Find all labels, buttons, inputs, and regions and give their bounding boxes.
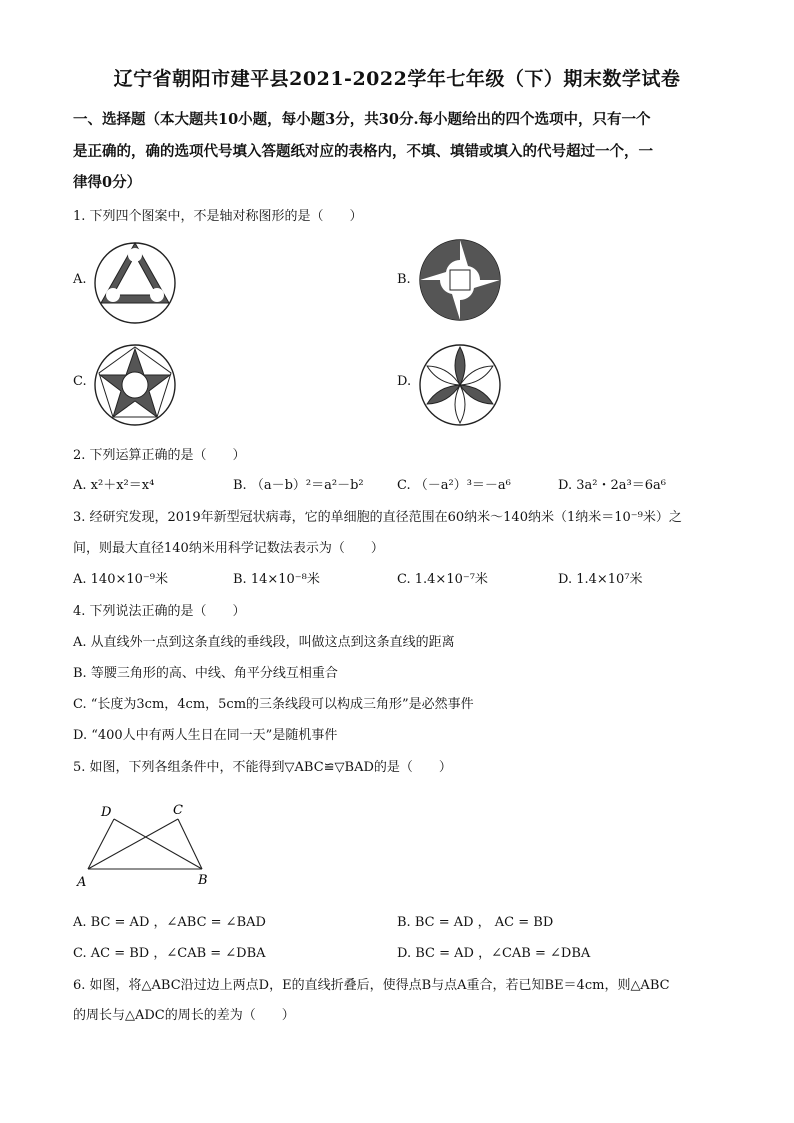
- section-heading-line1: 一、选择题（本大题共10小题，每小题3分，共30分.每小题给出的四个选项中，只有一个: [73, 111, 651, 128]
- question-2-stem: 2. 下列运算正确的是（ ）: [73, 448, 246, 463]
- q5-option-c: C. AC = BD ，∠CAB = ∠DBA: [73, 946, 266, 961]
- question-1-stem: 1. 下列四个图案中，不是轴对称图形的是（ ）: [73, 209, 363, 224]
- q2-option-c: C. （－a²）³＝－a⁶: [397, 478, 511, 493]
- q3-option-b: B. 14×10⁻⁸米: [233, 572, 320, 587]
- q3-option-c: C. 1.4×10⁻⁷米: [397, 572, 488, 587]
- q2-option-b: B. （a－b）²＝a²－b²: [233, 478, 364, 493]
- q5-label-b: B: [198, 873, 208, 888]
- q4-option-b: B. 等腰三角形的高、中线、角平分线互相重合: [73, 666, 338, 681]
- page-title: 辽宁省朝阳市建平县2021-2022学年七年级（下）期末数学试卷: [113, 68, 681, 90]
- q1-option-b-label: B.: [397, 272, 411, 287]
- question-6-line2: 的周长与△ADC的周长的差为（ ）: [73, 1008, 295, 1023]
- question-6-line1: 6. 如图，将△ABC沿过边上两点D，E的直线折叠后，使得点B与点A重合，若已知BE＝4cm，则△ABC: [73, 978, 670, 993]
- question-4-stem: 4. 下列说法正确的是（ ）: [73, 604, 246, 619]
- q3-option-d: D. 1.4×10⁷米: [558, 572, 643, 587]
- q5-label-d: D: [101, 805, 112, 820]
- q2-option-d: D. 3a²・2a³＝6a⁶: [558, 478, 666, 493]
- q5-label-a: A: [77, 875, 87, 890]
- q1-option-c-label: C.: [73, 374, 87, 389]
- section-heading-line3: 律得0分）: [73, 174, 142, 191]
- q5-option-b: B. BC = AD ， AC = BD: [397, 915, 554, 930]
- q3-option-a: A. 140×10⁻⁹米: [73, 572, 168, 587]
- question-3-line1: 3. 经研究发现，2019年新型冠状病毒，它的单细胞的直径范围在60纳米～140纳米（1纳米＝10⁻⁹米）之: [73, 510, 682, 525]
- q1-option-d-label: D.: [397, 374, 412, 389]
- q5-option-a: A. BC = AD ，∠ABC = ∠BAD: [73, 915, 266, 930]
- question-3-line2: 间，则最大直径140纳米用科学记数法表示为（ ）: [73, 541, 384, 556]
- q5-figure-quadrilateral: [74, 800, 214, 890]
- q5-option-d: D. BC = AD ，∠CAB = ∠DBA: [397, 946, 591, 961]
- q1-figure-b-swirl-in-circle: [418, 238, 502, 322]
- section-heading-line2: 是正确的，确的选项代号填入答题纸对应的表格内，不填、填错或填入的代号超过一个，一: [73, 143, 653, 160]
- q1-figure-a-triangle-in-circle: [93, 241, 177, 325]
- q5-label-c: C: [173, 803, 183, 818]
- q4-option-c: C. “长度为3cm，4cm，5cm的三条线段可以构成三角形”是必然事件: [73, 697, 474, 712]
- question-5-stem: 5. 如图，下列各组条件中，不能得到▽ABC≌▽BAD的是（ ）: [73, 760, 452, 775]
- q1-figure-d-flower-in-circle: [418, 343, 502, 427]
- q4-option-d: D. “400人中有两人生日在同一天”是随机事件: [73, 728, 338, 743]
- q4-option-a: A. 从直线外一点到这条直线的垂线段，叫做这点到这条直线的距离: [73, 635, 455, 650]
- q1-figure-c-star-in-circle: [93, 343, 177, 427]
- q2-option-a: A. x²＋x²＝x⁴: [73, 478, 155, 493]
- q1-option-a-label: A.: [73, 272, 87, 287]
